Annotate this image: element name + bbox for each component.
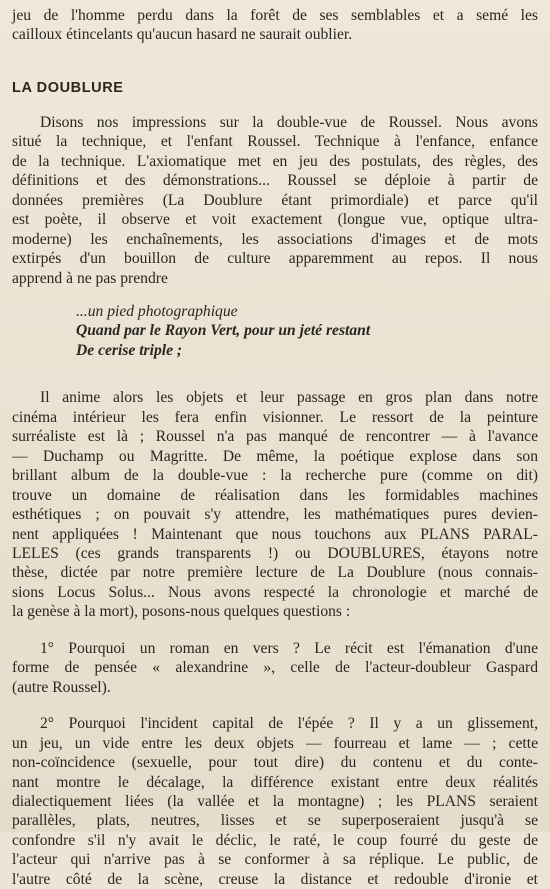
text-line: définitions et des démonstrations... Roussel se déploie à partir de — [12, 172, 538, 190]
text-line: LELES (ces grands transparents !) ou DOUBLURES, étayons notre — [12, 544, 538, 562]
text-line: l'acteur qui n'arrive pas à se conformer à sa réplique. Le public, de — [12, 851, 538, 869]
text-line: apprend à ne pas prendre — [12, 269, 168, 287]
text-line: données premières (La Doublure étant primordiale) et parce qu'il — [12, 191, 538, 209]
text-line: l'autre côté de la scène, creuse la distance et redouble d'ironie et — [12, 870, 538, 888]
text-line: surréaliste est là ; Roussel n'a pas manqué de rencontrer — à l'avance — [12, 428, 538, 446]
verse-line: ...un pied photographique — [76, 302, 238, 320]
text-line: un jeu, un vide entre les deux objets — fourreau et lame — ; cette — [12, 734, 538, 752]
text-line: 2° Pourquoi l'incident capital de l'épée ? Il y a un glissement, — [40, 715, 538, 733]
text-line: nant montre le décalage, la différence existant entre deux réalités — [12, 773, 538, 791]
text-line: moderne) les enchaînements, les associations d'images et de mots — [12, 230, 538, 248]
text-line: Il anime alors les objets et leur passage en gros plan dans notre — [40, 389, 538, 407]
text-line: la genèse à la mort), posons-nous quelques questions : — [12, 603, 351, 621]
text-line: thèse, dictée par notre première lecture de La Doublure (nous connais- — [12, 564, 538, 582]
text-line: est poète, il observe et voit exactement (longue vue, optique ultra- — [12, 211, 538, 229]
paragraph-4 — [12, 714, 538, 889]
text-line: esthétiques ; on pouvait s'y attendre, les mathématiques pures devien- — [12, 506, 538, 524]
section-heading: LA DOUBLURE — [12, 79, 124, 96]
paragraph-1 — [12, 113, 538, 288]
text-line: forme de pensée « alexandrine », celle de l'acteur-doubleur Gaspard — [12, 659, 538, 677]
text-line: brillant album de la double-vue : la recherche pure (comme on dit) — [12, 467, 538, 485]
text-line: cailloux étincelants qu'aucun hasard ne saurait oublier. — [12, 26, 353, 44]
text-line: nent appliquées ! Maintenant que nous touchons aux PLANS PARAL- — [12, 525, 538, 543]
text-line: confondre s'il n'y avait le déclic, le raté, le coup fourré du geste de — [12, 831, 538, 849]
text-line: jeu de l'homme perdu dans la forêt de ses semblables et a semé les — [12, 7, 538, 24]
text-line: de la technique. L'axiomatique met en jeu des postulats, des règles, des — [12, 152, 538, 170]
text-line: parallèles, plats, neutres, lisses et se superposeraient jusqu'à se — [12, 812, 538, 830]
text-line: cinéma intérieur les fera enfin visionner. Le ressort de la peinture — [12, 408, 538, 426]
text-line: extirpés d'un bouillon de culture apparemment au repos. Il nous — [12, 250, 538, 268]
verse-line: Quand par le Rayon Vert, pour un jeté restant — [76, 322, 371, 340]
paragraph-2 — [12, 388, 538, 621]
text-line: sions Locus Solus... Nous avons respecté la chronologie et marché de — [12, 583, 538, 601]
text-line: (autre Roussel). — [12, 678, 111, 696]
text-line: — Duchamp ou Magritte. De même, la poétique explose dans son — [12, 447, 538, 465]
text-line: 1° Pourquoi un roman en vers ? Le récit est l'émanation d'une — [40, 639, 538, 657]
verse-quote — [76, 302, 538, 360]
intro-paragraph — [12, 6, 538, 45]
text-line: situé la technique, et l'enfant Roussel. Technique à l'enfance, enfance — [12, 133, 538, 151]
text-line: non-coïncidence (sexuelle, pour tout dire) du contenu et du conte- — [12, 754, 538, 772]
verse-line: De cerise triple ; — [76, 341, 183, 359]
text-line: dialectiquement liées (la vallée et la montagne) ; les PLANS seraient — [12, 792, 538, 810]
paragraph-3 — [12, 639, 538, 697]
text-line: trouve un domaine de réalisation dans les formidables machines — [12, 486, 538, 504]
text-line: Disons nos impressions sur la double-vue de Roussel. Nous avons — [40, 113, 538, 131]
